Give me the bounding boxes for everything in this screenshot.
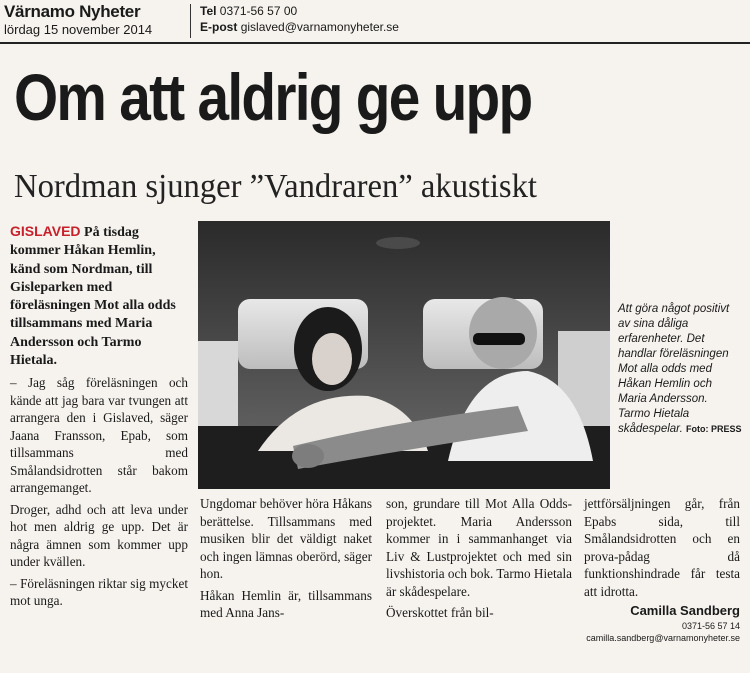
- header-rule: [0, 42, 750, 44]
- body-paragraph: Håkan Hemlin är, tillsammans med Anna Jans-: [200, 587, 372, 620]
- body-paragraph: Droger, adhd och att leva under hot men aldrig ge upp. Det är några ämnen som kommer upp under kvällen.: [10, 501, 188, 570]
- email-address: gislaved@varnamonyheter.se: [240, 20, 399, 34]
- article-photo: [198, 221, 610, 489]
- body-paragraph: jettförsäljningen går, från Epabs sida, till Smålandsidrotten och en prova-pådag då funktionshindrade får testa att idrotta.: [584, 496, 740, 599]
- phone-number: 0371-56 57 00: [219, 4, 298, 18]
- author-phone: 0371-56 57 14: [681, 620, 740, 631]
- article-column-1: [10, 222, 188, 610]
- article-column-4: [584, 495, 740, 644]
- lead-paragraph: [10, 222, 188, 370]
- photo-credit: Foto: PRESS: [685, 424, 742, 434]
- photo-caption: [618, 302, 742, 437]
- article-column-3: [386, 495, 572, 622]
- phone-label: Tel: [200, 4, 217, 18]
- author-name: Camilla Sandberg: [630, 603, 740, 618]
- contact-phone: [200, 4, 297, 18]
- body-paragraph: – Föreläsningen riktar sig mycket mot unga.: [10, 575, 188, 609]
- subheadline: Nordman sjunger ”Vandraren” akustiskt: [14, 168, 537, 205]
- author-email[interactable]: camilla.sandberg@varnamonyheter.se: [586, 632, 740, 643]
- headline: Om att aldrig ge upp: [14, 60, 532, 134]
- email-label: E-post: [200, 20, 238, 34]
- issue-date: lördag 15 november 2014: [4, 22, 153, 37]
- car-interior-photo: [198, 221, 610, 489]
- caption-text: Att göra något positivt av sina dåliga erfarenheter. Det handlar föreläsningen Mot alla odds med Håkan Hemlin och Maria Andersson. Tarmo Hietala skådespelar.: [618, 303, 730, 435]
- contact-email: [200, 20, 399, 34]
- article-column-2: [200, 495, 372, 622]
- dateline-place: GISLAVED: [10, 223, 81, 239]
- body-paragraph: – Jag såg föreläsningen och kände att jag bara var tvungen att arrangera den i Gislaved, säger Jaana Fransson, Epab, som tillsammans med Smålandsidrotten står bakom arrangemanget.: [10, 375, 188, 496]
- lead-text: På tisdag kommer Håkan Hemlin, känd som Nordman, till Gisleparken med föreläsningen Mot alla odds tillsammans med Maria Andersson och Tarmo Hietala.: [10, 225, 176, 369]
- header-separator: [190, 4, 191, 38]
- body-paragraph: Överskottet från bil-: [386, 605, 494, 620]
- newspaper-name: Värnamo Nyheter: [4, 2, 141, 21]
- body-paragraph: son, grundare till Mot Alla Odds-projektet. Maria Andersson kommer in i sammanhanget via Liv & Lustprojektet och med sin livshistoria och bok. Tarmo Hietala är skådespelare.: [386, 496, 572, 599]
- body-paragraph: Ungdomar behöver höra Håkans berättelse. Tillsammans med musiken blir det väldigt naket och ingen lämnas oberörd, säger hon.: [200, 496, 372, 581]
